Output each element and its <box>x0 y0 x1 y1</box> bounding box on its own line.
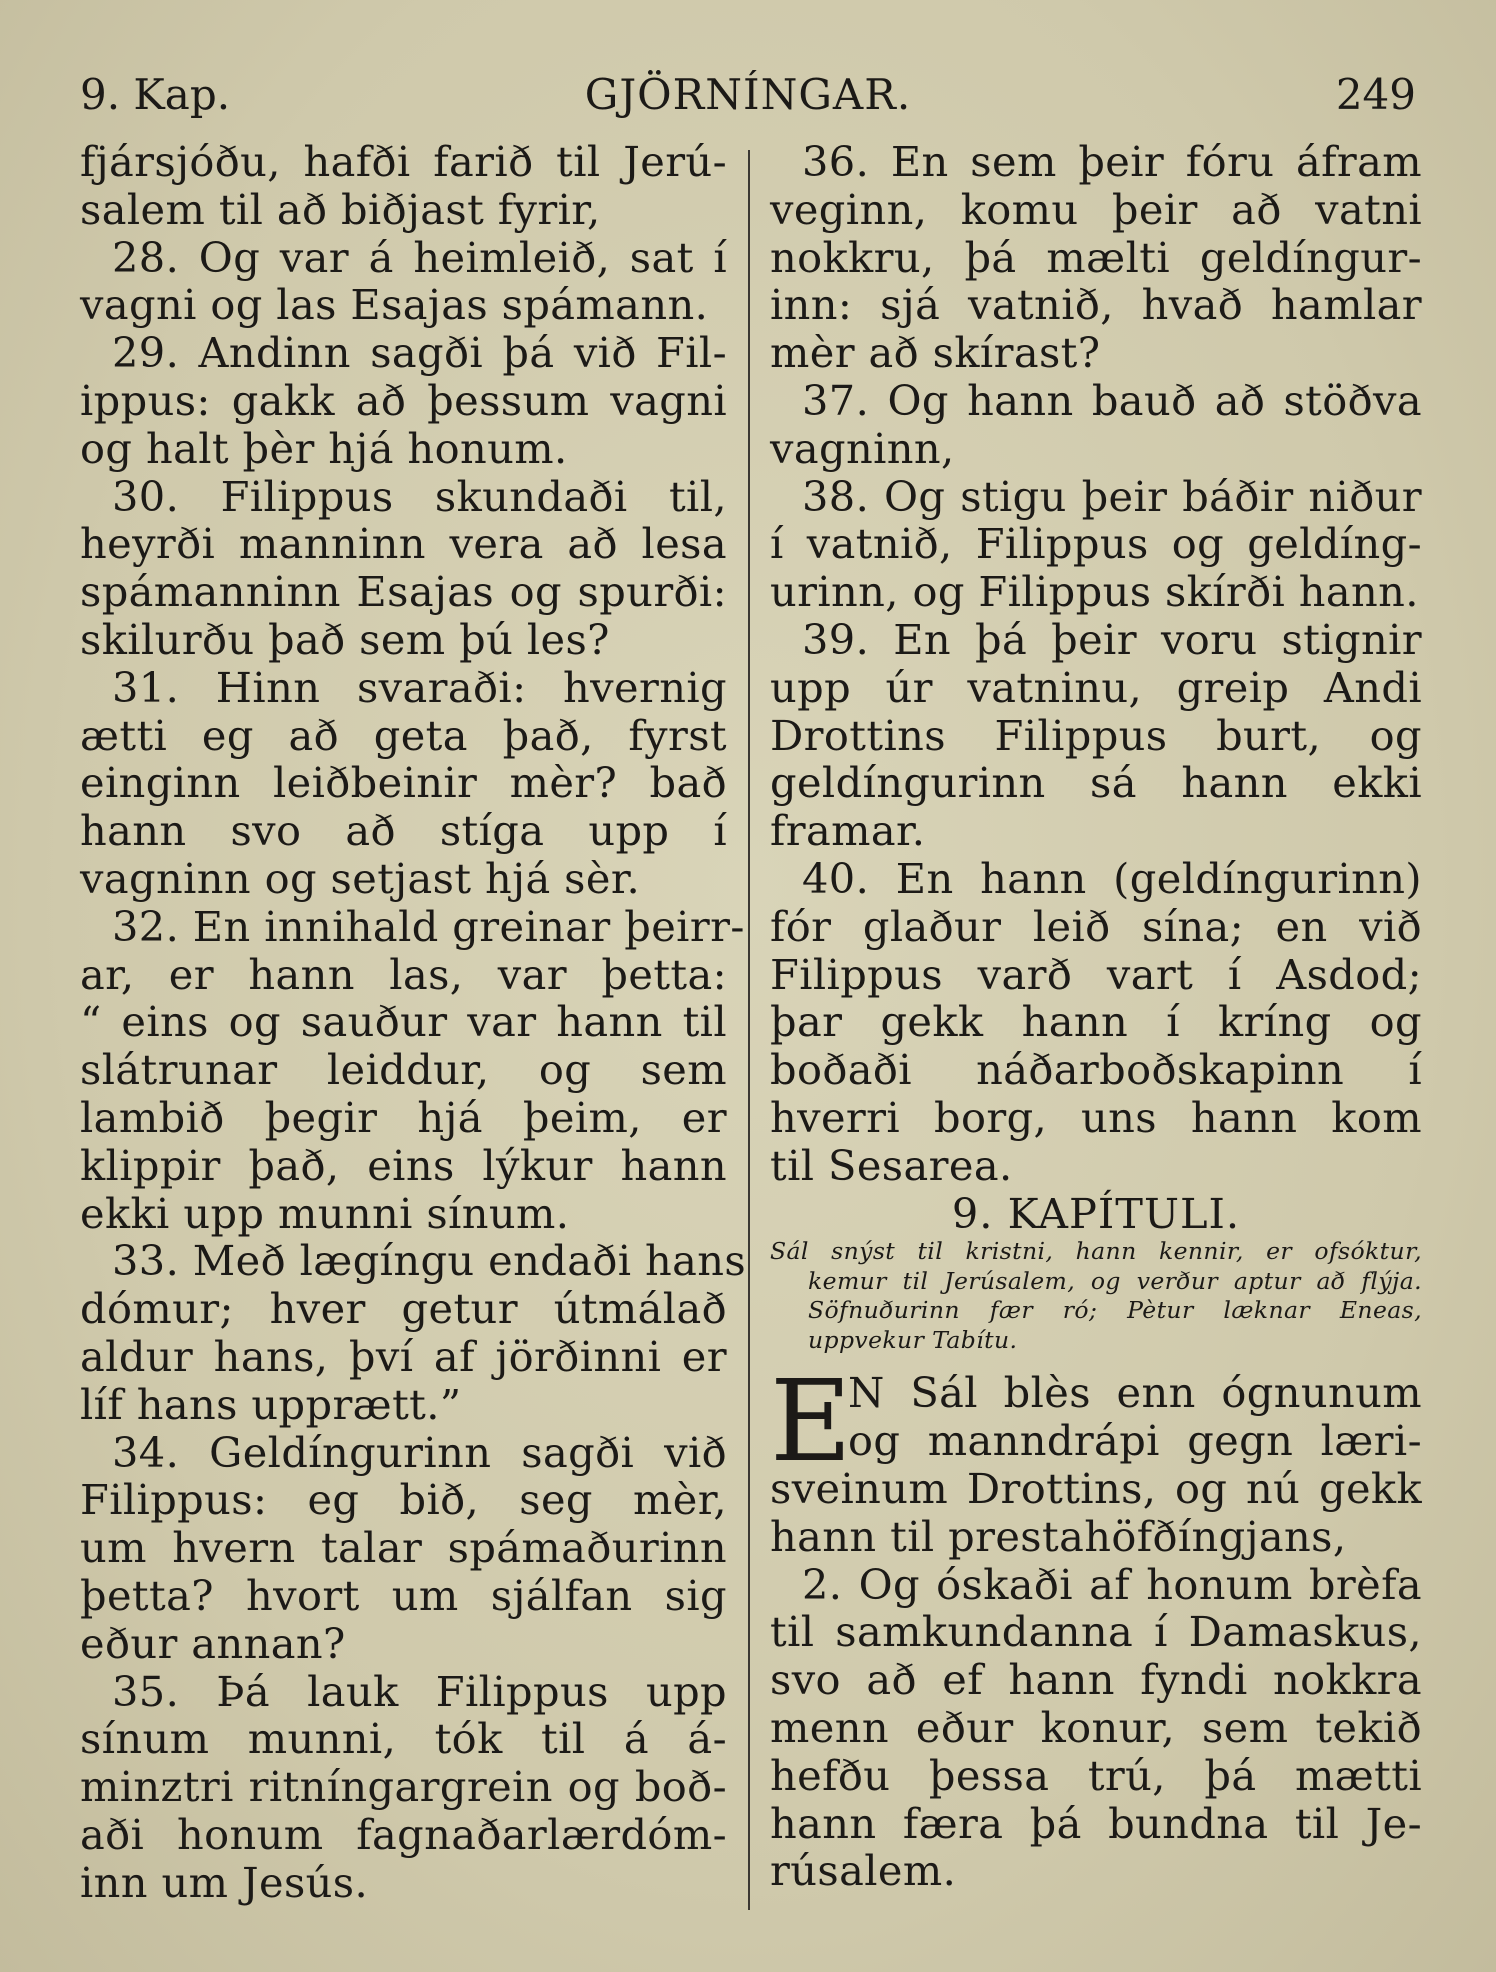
text-line: heyrði manninn vera að lesa <box>80 519 727 569</box>
text-line: ar, er hann las, var þetta: <box>80 949 727 999</box>
text-line: svo að ef hann fyndi nokkra <box>770 1655 1422 1705</box>
text-line: inn: sjá vatnið, hvað hamlar <box>770 280 1422 330</box>
text-line: fór glaður leið sína; en við <box>770 901 1422 951</box>
chapter-label: 9. Kap. <box>80 70 231 119</box>
text-line: 38. Og stigu þeir báðir niður <box>802 471 1422 521</box>
text-line: um hvern talar spámaðurinn <box>80 1523 727 1573</box>
text-line: mèr að skírast? <box>770 328 1101 378</box>
text-line: skilurðu það sem þú les? <box>80 614 610 664</box>
text-line: “ eins og sauður var hann til <box>80 997 727 1047</box>
text-line: hann færa þá bundna til Je- <box>770 1798 1422 1848</box>
text-line: hefðu þessa trú, þá mætti <box>770 1750 1422 1800</box>
text-line: urinn, og Filippus skírði hann. <box>770 567 1419 617</box>
text-line: upp úr vatninu, greip Andi <box>770 662 1422 712</box>
text-line: líf hans upprætt.” <box>80 1379 462 1429</box>
summary-line: uppvekur Tabítu. <box>808 1325 1018 1354</box>
text-line: aldur hans, því af jörðinni er <box>80 1331 727 1381</box>
text-line: eður annan? <box>80 1618 346 1668</box>
text-line: 40. En hann (geldíngurinn) <box>802 853 1422 903</box>
text-line: N Sál blès enn ógnunum <box>848 1368 1422 1418</box>
text-line: vagni og las Esajas spámann. <box>80 280 709 330</box>
text-line: veginn, komu þeir að vatni <box>770 184 1422 234</box>
text-line: hann til prestahöfðíngjans, <box>770 1511 1347 1561</box>
text-line: Drottins Filippus burt, og <box>770 710 1422 760</box>
page-number: 249 <box>1335 70 1416 119</box>
text-line: framar. <box>770 806 926 856</box>
text-line: boðaði náðarboðskapinn í <box>770 1045 1422 1095</box>
chapter-summary <box>770 1237 1422 1369</box>
text-line: 39. En þá þeir voru stignir <box>802 614 1422 664</box>
text-line: hverri borg, uns hann kom <box>770 1092 1422 1142</box>
text-line: inn um Jesús. <box>80 1857 369 1907</box>
text-line: klippir það, eins lýkur hann <box>80 1140 727 1190</box>
running-header <box>80 60 1416 130</box>
text-line: til samkundanna í Damaskus, <box>770 1607 1422 1657</box>
text-line: minztri ritníngargrein og boð- <box>80 1762 727 1812</box>
text-line: menn eður konur, sem tekið <box>770 1702 1422 1752</box>
text-line: fjársjóðu, hafði farið til Jerú- <box>80 137 727 186</box>
text-line: ippus: gakk að þessum vagni <box>80 375 727 425</box>
drop-cap: E <box>770 1357 853 1488</box>
text-line: hann svo að stíga upp í <box>80 806 727 856</box>
text-line: rúsalem. <box>770 1846 957 1896</box>
text-line: nokkru, þá mælti geldíngur- <box>770 232 1422 282</box>
text-line: 37. Og hann bauð að stöðva <box>802 375 1422 425</box>
text-line: vagninn og setjast hjá sèr. <box>80 853 641 903</box>
text-line: 35. Þá lauk Filippus upp <box>112 1666 727 1716</box>
text-line: vagninn, <box>770 423 955 473</box>
text-line: ætti eg að geta það, fyrst <box>80 710 727 760</box>
text-line: 32. En innihald greinar þeirr- <box>112 901 745 951</box>
summary-line: Söfnuðurinn fær ró; Pètur læknar Eneas, <box>808 1296 1422 1325</box>
chapter-opening <box>770 1357 1422 1896</box>
summary-line: kemur til Jerúsalem, og verður aptur að flýja. <box>808 1266 1422 1295</box>
text-line: og halt þèr hjá honum. <box>80 423 568 473</box>
book-title: GJÖRNÍNGAR. <box>584 70 912 119</box>
text-line: þetta? hvort um sjálfan sig <box>80 1570 727 1620</box>
text-line: Filippus varð vart í Asdod; <box>770 949 1422 999</box>
text-line: spámanninn Esajas og spurði: <box>80 567 727 617</box>
text-line: geldíngurinn sá hann ekki <box>770 758 1422 808</box>
text-line: lambið þegir hjá þeim, er <box>80 1092 727 1142</box>
left-text-column <box>80 137 747 1907</box>
text-line: 2. Og óskaði af honum brèfa <box>802 1559 1422 1609</box>
text-line: 30. Filippus skundaði til, <box>112 471 727 521</box>
text-line: 34. Geldíngurinn sagði við <box>112 1427 727 1477</box>
text-line: einginn leiðbeinir mèr? bað <box>80 758 727 808</box>
text-line: til Sesarea. <box>770 1140 1013 1190</box>
text-line: þar gekk hann í kríng og <box>770 997 1422 1047</box>
text-line: í vatnið, Filippus og geldíng- <box>770 519 1422 569</box>
text-line: og manndrápi gegn læri- <box>848 1416 1422 1466</box>
text-line: slátrunar leiddur, og sem <box>80 1045 727 1095</box>
column-divider <box>748 150 750 1910</box>
text-line: sveinum Drottins, og nú gekk <box>770 1463 1422 1513</box>
text-line: 31. Hinn svaraði: hvernig <box>112 662 727 712</box>
text-line: ekki upp munni sínum. <box>80 1188 570 1238</box>
text-line: dómur; hver getur útmálað <box>80 1284 727 1334</box>
text-line: sínum munni, tók til á á- <box>80 1714 727 1764</box>
summary-line: Sál snýst til kristni, hann kennir, er ofsóktur, <box>770 1237 1422 1266</box>
chapter-heading: 9. KAPÍTULI. <box>951 1188 1241 1238</box>
text-line: aði honum fagnaðarlærdóm- <box>80 1809 727 1859</box>
text-line: 28. Og var á heimleið, sat í <box>112 232 727 282</box>
text-line: 33. Með lægíngu endaði hans <box>112 1236 747 1286</box>
text-line: salem til að biðjast fyrir, <box>80 184 601 234</box>
right-text-column <box>770 138 1422 1895</box>
text-line: 29. Andinn sagði þá við Fil- <box>112 328 727 378</box>
text-line: 36. En sem þeir fóru áfram <box>802 137 1422 186</box>
chapter-9-text <box>770 1357 1422 1896</box>
text-line: Filippus: eg bið, seg mèr, <box>80 1475 727 1525</box>
verses-36-40 <box>770 138 1422 1190</box>
